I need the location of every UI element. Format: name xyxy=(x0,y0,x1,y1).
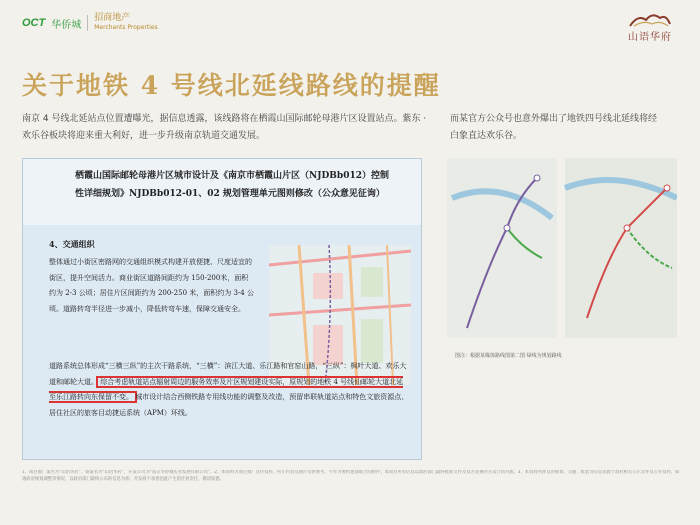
document-text-traffic: 整体通过小街区密路网的交通组织模式构建开放便捷、尺度适宜的街区，提升空间活力。商业街区道路间距约为 150-200米，面积约为 2-3 公顷；居住片区间距约为 200-250 米，面积约为 3-4 公顷。道路转弯半径进一步减小，降低转弯车速，保障交通安全。 xyxy=(49,258,254,313)
logo-divider xyxy=(87,15,88,31)
document-text-road-system xyxy=(49,359,409,421)
oct-brand-name: 华侨城 xyxy=(51,19,82,31)
developer-logos xyxy=(22,14,158,32)
metro-route-maps xyxy=(447,158,677,338)
top-bar xyxy=(0,0,700,52)
side-paragraph: 而某官方公众号也意外爆出了地铁四号线北延线将经白象直达欢乐谷。 xyxy=(450,114,658,141)
road-system-text: 道路系统总体形成“三横三纵”的主次干路系统，“三横”：滨江大道、乐江路和官窑山路，“三纵”：枫叶大道、欢乐大道和邮轮大道。 xyxy=(49,362,407,386)
intro-paragraph: 南京 4 号线北延站点位置遭曝光，据信息透露，该线路将在栖霞山国际邮轮母港片区设置站点。紫东 · 欢乐谷板块将迎来重大利好，进一步升级南京轨道交通发展。 xyxy=(22,114,427,141)
document-header xyxy=(23,159,421,225)
oct-logo: OCT xyxy=(22,17,46,29)
planning-document-excerpt xyxy=(22,158,422,460)
partner-logo xyxy=(94,14,158,32)
project-logo xyxy=(620,10,680,43)
apm-loop-text: 城市设计结合西侧铁路专用线功能的调整及改造，预留串联轨道站点和特色文旅资源点、居住社区的旅客目动捷运系统（APM）环线。 xyxy=(49,393,409,417)
document-section-heading: 4、交通组织 xyxy=(49,239,95,249)
legal-disclaimer: 1、项目推广案名为“山语华府”，备案名为“山语华府”，开发公司为“南京华侨城实业发展有限公司”。2、本资料为项目推广宣传资料，所示内容及图片仅供参考，不作为要约邀请或合同附件；本项目所有信息以政府部门最终批准文件及双方签署的买卖合同为准。3、本资料所涉及的规划、交通、配套等信息来源于政府相关公示文件及公开资料，如遇政府规划调整等情况，以政府部门最终公布的信息为准；开发商不承担因此产生的任何责任，敬请知悉。 xyxy=(22,470,680,482)
highlighted-metro-extension-note: 综合考虑轨道站点辐射周边的服务效率及片区规划建设实际，原规划的地铁 4 号线仙邮轮大道北延至乐江路转向东保留不变。 xyxy=(49,377,404,401)
project-name: 山语华府 xyxy=(628,32,672,43)
partner-name-cn: 招商地产 xyxy=(94,13,131,23)
document-title: 栖霞山国际邮轮母港片区城市设计及《南京市栖霞山片区（NJDBb012）控制性详细规划》NJDBb012-01、02 规划管理单元图则修改（公众意见征询） xyxy=(75,171,389,199)
partner-name-en: Merchants Properties xyxy=(94,24,158,31)
mountain-logo-icon xyxy=(628,10,672,28)
page-title: 关于地铁 4 号线北延线路线的提醒 xyxy=(22,71,441,100)
map-caption: 图注：根据某媒体路线图第二图 绿线为规划路线 xyxy=(455,353,562,359)
